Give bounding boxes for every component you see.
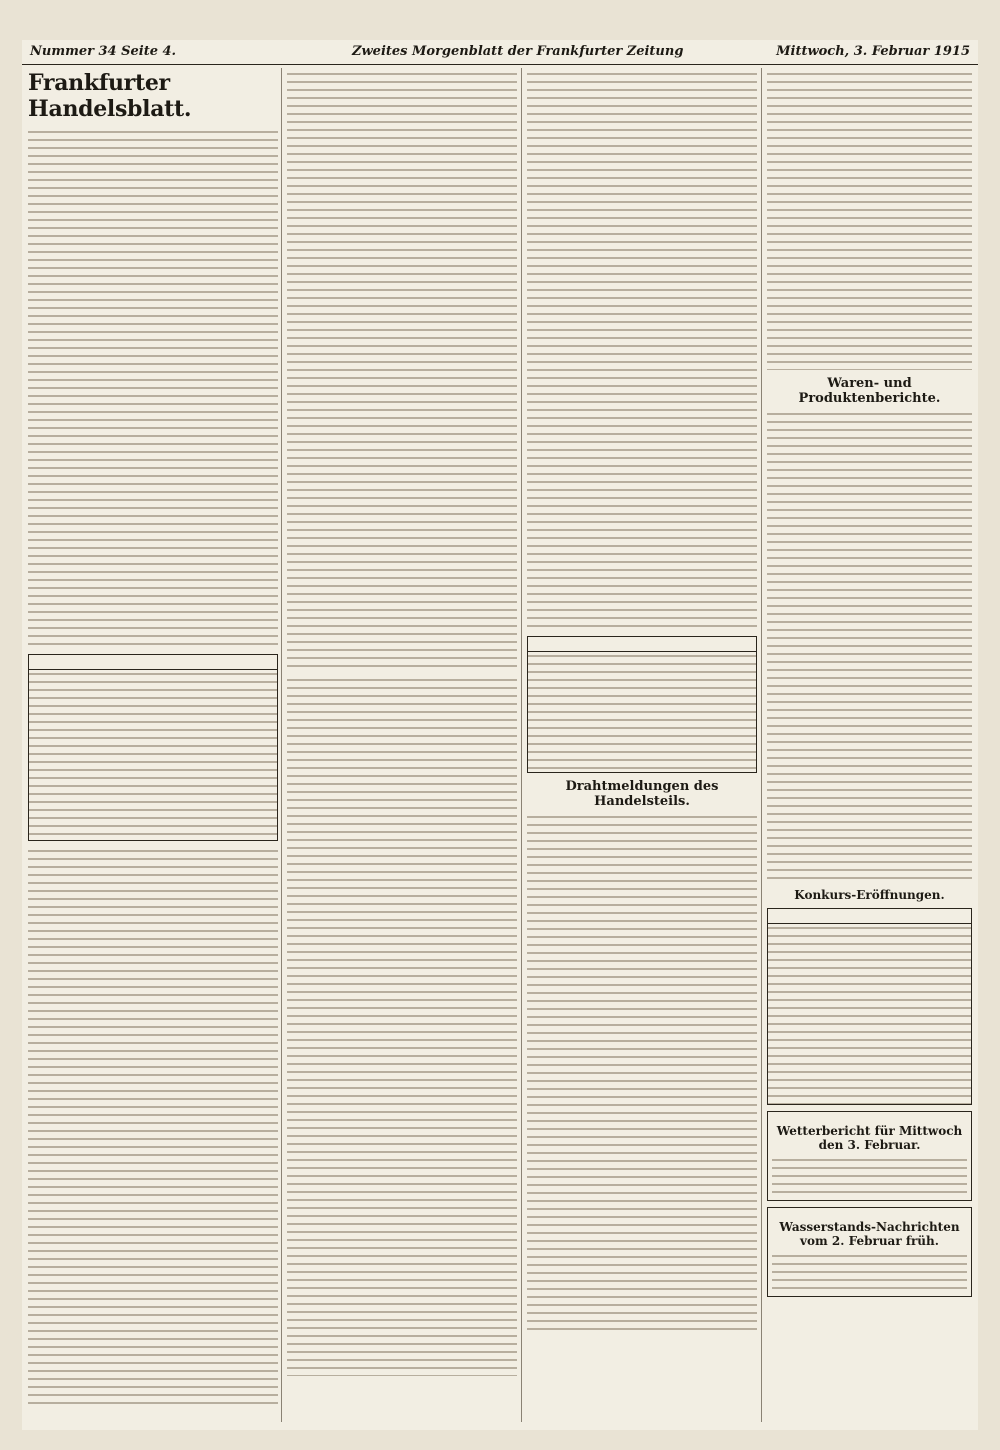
article-text xyxy=(767,410,972,880)
newspaper-name: Zweites Morgenblatt der Frankfurter Zeitung xyxy=(352,44,684,59)
data-table xyxy=(28,654,278,841)
data-table xyxy=(767,908,972,1105)
data-table xyxy=(527,636,757,773)
column-4 xyxy=(767,70,972,1418)
page-number: Nummer 34 Seite 4. xyxy=(30,44,177,59)
newspaper-page xyxy=(22,40,978,1430)
weather-box xyxy=(767,1111,972,1201)
heading-konkurs: Konkurs-Eröffnungen. xyxy=(794,888,945,902)
heading-drahtmeldungen: Drahtmeldungen des Handelsteils. xyxy=(565,779,719,809)
column-rule xyxy=(761,68,762,1422)
masthead xyxy=(22,40,978,65)
section-title: Frankfurter Handelsblatt. xyxy=(28,70,192,122)
article-text xyxy=(287,70,517,670)
column-3 xyxy=(527,70,757,1418)
column-2 xyxy=(287,70,517,1418)
heading-wetter: Wetterbericht für Mittwoch den 3. Februar. xyxy=(776,1124,963,1152)
article-text xyxy=(767,70,972,370)
article-text xyxy=(28,128,278,648)
article-text xyxy=(527,70,757,630)
issue-date: Mittwoch, 3. Februar 1915 xyxy=(776,44,970,59)
column-rule xyxy=(521,68,522,1422)
article-text xyxy=(287,676,517,1376)
heading-waren: Waren- und Produktenberichte. xyxy=(798,376,941,406)
article-text xyxy=(527,813,757,1333)
column-rule xyxy=(281,68,282,1422)
column-1 xyxy=(28,70,278,1418)
article-text xyxy=(28,847,278,1407)
water-level-box xyxy=(767,1207,972,1297)
heading-wasserstand: Wasserstands-Nachrichten vom 2. Februar früh. xyxy=(779,1220,960,1248)
